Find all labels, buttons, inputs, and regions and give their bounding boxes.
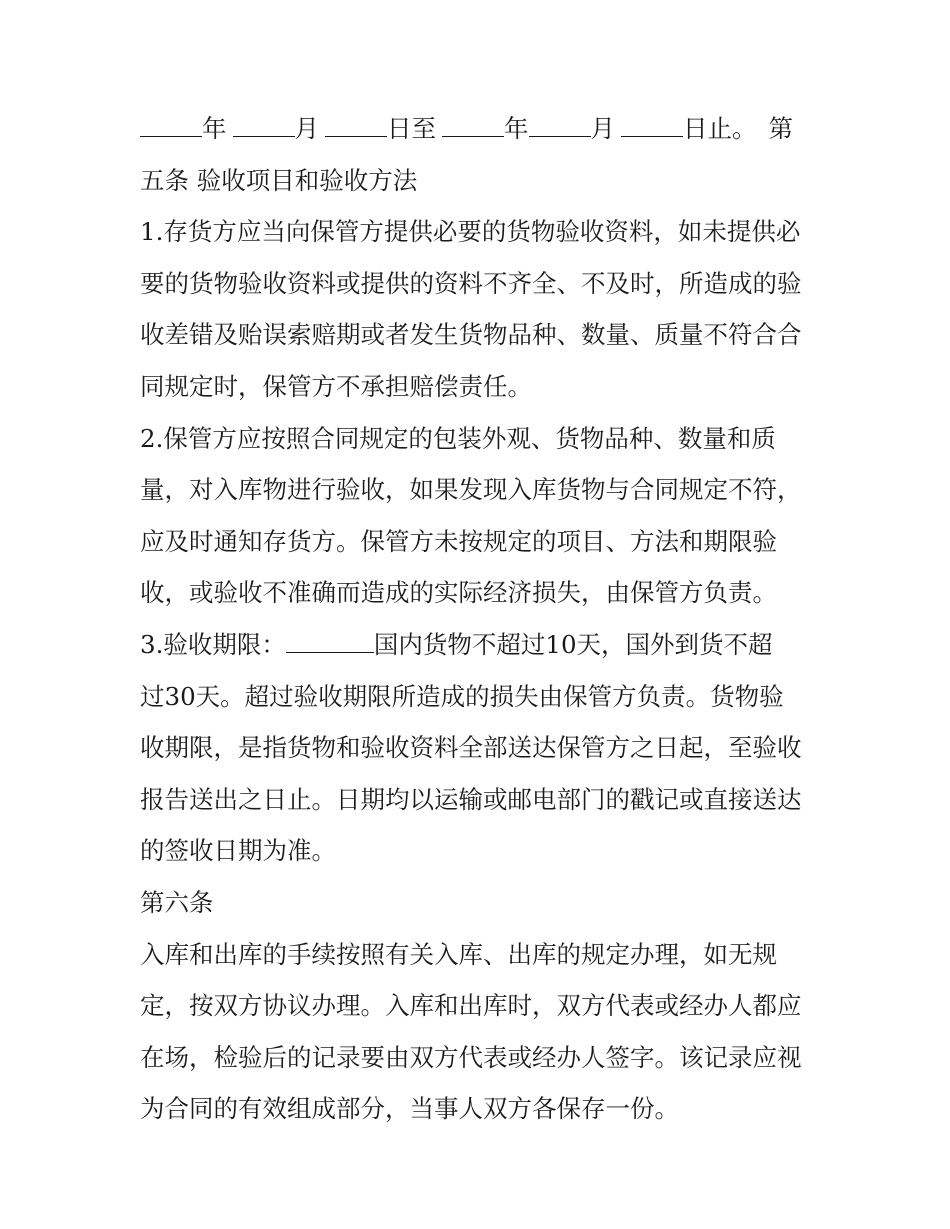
- year-1-label: 年: [202, 114, 227, 143]
- paragraph-line: 在场，检验后的记录要由双方代表或经办人签字。该记录应视: [140, 1042, 802, 1072]
- paragraph-line: 2.保管方应按照合同规定的包装外观、货物品种、数量和质: [140, 423, 776, 453]
- paragraph-line: 应及时通知存货方。保管方未按规定的项目、方法和期限验: [140, 526, 777, 556]
- inspection-period-label: 3.验收期限：: [140, 629, 286, 659]
- paragraph-line: 入库和出库的手续按照有关入库、出库的规定办理，如无规: [140, 939, 777, 969]
- paragraph-line: 五条 验收项目和验收方法: [140, 165, 418, 195]
- paragraph-line: 过30天。超过验收期限所造成的损失由保管方负责。货物验: [140, 681, 784, 711]
- year-2-label: 年: [504, 114, 529, 143]
- paragraph-line: 收，或验收不准确而造成的实际经济损失，由保管方负责。: [140, 578, 777, 608]
- inspection-period-line: [140, 619, 812, 671]
- paragraph-line: 收期限，是指货物和验收资料全部送达保管方之日起，至验收: [140, 733, 802, 763]
- year-1-blank: [140, 118, 202, 137]
- paragraph-line: 同规定时，保管方不承担赔偿责任。: [140, 371, 532, 401]
- year-2-blank: [442, 118, 504, 137]
- paragraph-line: 的签收日期为准。: [140, 836, 336, 866]
- article-heading: 第六条: [140, 887, 214, 917]
- paragraph-line: 要的货物验收资料或提供的资料不齐全、不及时，所造成的验: [140, 268, 802, 298]
- inspection-period-blank: [286, 634, 374, 653]
- day-1-blank: [325, 118, 387, 137]
- article-label-start: 第: [768, 114, 793, 143]
- contract-text: [140, 103, 812, 1135]
- paragraph-line: 量，对入库物进行验收，如果发现入库货物与合同规定不符，: [140, 475, 802, 505]
- month-1-blank: [233, 118, 295, 137]
- month-1-label: 月: [294, 114, 319, 143]
- inspection-period-text: 国内货物不超过10天，国外到货不超: [373, 629, 773, 659]
- paragraph-line: 定，按双方协议办理。入库和出库时，双方代表或经办人都应: [140, 991, 802, 1021]
- paragraph-line: 报告送出之日止。日期均以运输或邮电部门的戳记或直接送达: [140, 784, 802, 814]
- day-1-label: 日至: [387, 114, 436, 143]
- paragraph-line: 1.存货方应当向保管方提供必要的货物验收资料，如未提供必: [140, 217, 801, 247]
- month-2-label: 月: [590, 114, 615, 143]
- paragraph-line: 收差错及贻误索赔期或者发生货物品种、数量、质量不符合合: [140, 320, 802, 350]
- day-2-label: 日止。: [683, 114, 757, 143]
- paragraph-line: 为合同的有效组成部分，当事人双方各保存一份。: [140, 1094, 679, 1124]
- month-2-blank: [529, 118, 591, 137]
- day-2-blank: [621, 118, 683, 137]
- date-range-line: [140, 103, 812, 155]
